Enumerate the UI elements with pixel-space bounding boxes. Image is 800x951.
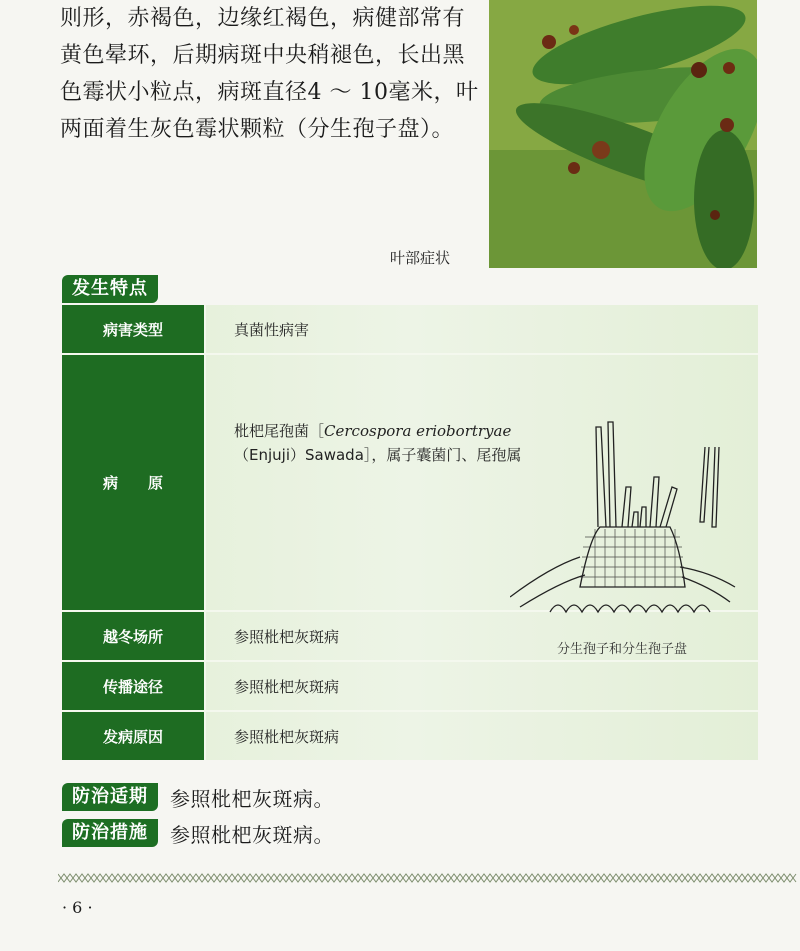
row-label: 发病原因 bbox=[62, 712, 206, 760]
row-label: 越冬场所 bbox=[62, 612, 206, 660]
pathogen-latin-name: Cercospora eriobortryae bbox=[324, 422, 512, 440]
decorative-divider bbox=[58, 872, 800, 884]
row-label: 病 原 bbox=[62, 355, 206, 610]
leaf-symptom-photo bbox=[489, 0, 757, 268]
page-number: · 6 · bbox=[62, 898, 93, 917]
row-label: 病害类型 bbox=[62, 305, 206, 353]
row-value: 参照枇杷灰斑病 bbox=[234, 627, 340, 646]
photo-caption: 叶部症状 bbox=[390, 249, 451, 267]
table-row bbox=[62, 662, 758, 712]
intro-line-2: 黄色晕环，后期病斑中央稍褪色，长出黑 bbox=[60, 43, 466, 68]
intro-line-4: 两面着生灰色霉状颗粒（分生孢子盘）。 bbox=[60, 117, 455, 142]
row-label: 传播途径 bbox=[62, 662, 206, 710]
control-measure-text: 参照枇杷灰斑病。 bbox=[170, 822, 334, 847]
control-measure-tag: 防治措施 bbox=[62, 819, 158, 847]
conidia-diagram bbox=[510, 417, 750, 632]
intro-paragraph bbox=[60, 0, 479, 148]
pathogen-classification: （Enjuji）Sawada］，属子囊菌门、尾孢属 bbox=[234, 446, 522, 464]
table-row bbox=[62, 712, 758, 760]
row-value: 真菌性病害 bbox=[234, 320, 310, 339]
features-table bbox=[62, 305, 758, 760]
table-row bbox=[62, 612, 758, 662]
control-measure-row bbox=[62, 819, 334, 847]
control-period-text: 参照枇杷灰斑病。 bbox=[170, 786, 334, 811]
control-period-tag: 防治适期 bbox=[62, 783, 158, 811]
section-heading-features: 发生特点 bbox=[62, 275, 158, 303]
diagram-caption: 分生孢子和分生孢子盘 bbox=[557, 642, 688, 657]
row-value: 参照枇杷灰斑病 bbox=[234, 727, 340, 746]
intro-line-3: 色霉状小粒点，病斑直径4 ～ 10毫米，叶 bbox=[60, 80, 479, 105]
row-value: 参照枇杷灰斑病 bbox=[234, 677, 340, 696]
table-row bbox=[62, 305, 758, 355]
control-period-row bbox=[62, 783, 334, 811]
pathogen-name-cn: 枇杷尾孢菌［ bbox=[234, 422, 325, 440]
pathogen-description bbox=[234, 419, 534, 610]
intro-line-1: 则形，赤褐色，边缘红褐色，病健部常有 bbox=[60, 6, 466, 31]
